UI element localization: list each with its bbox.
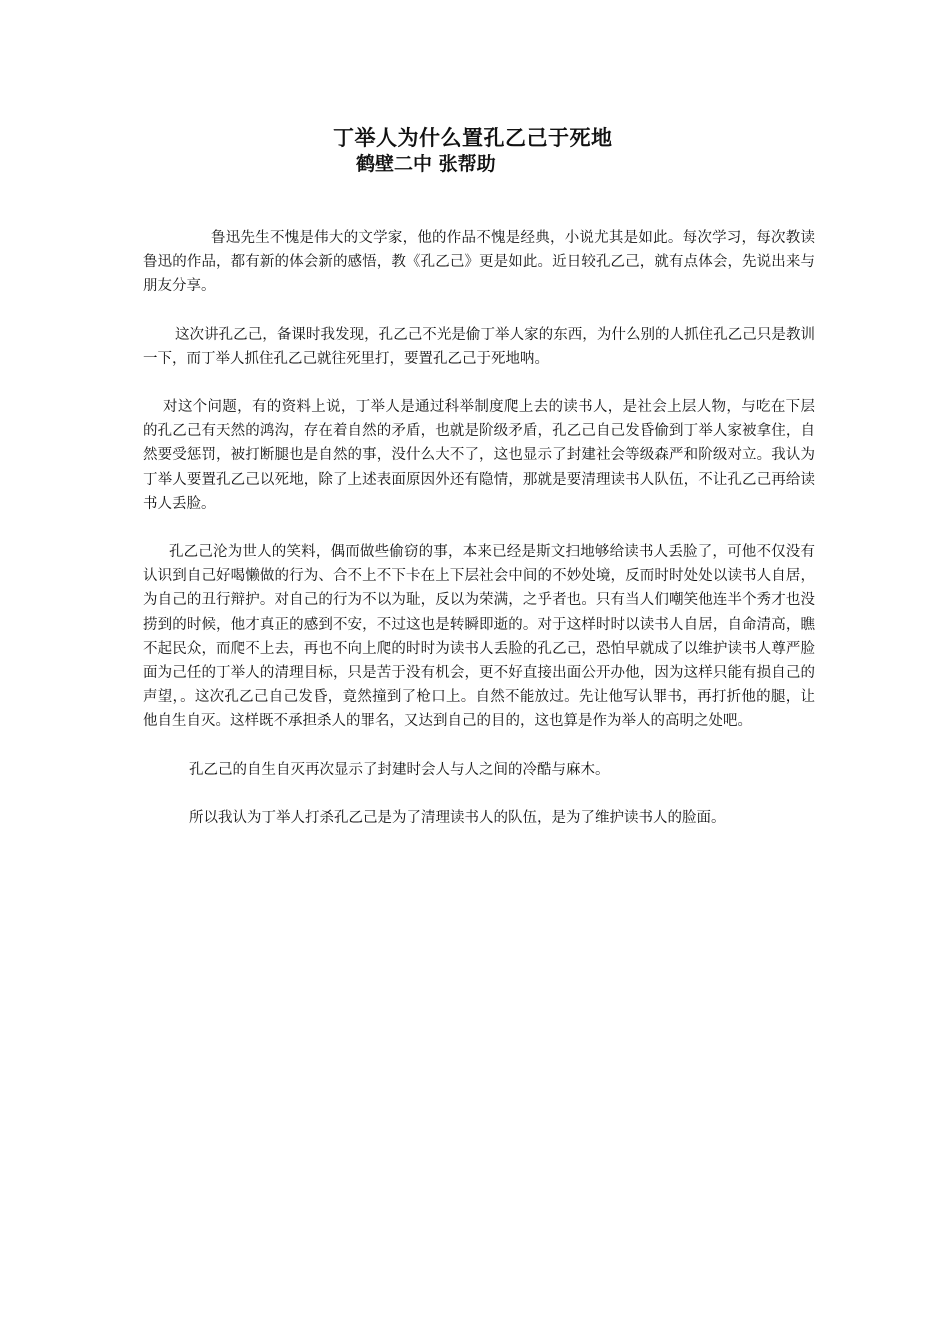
author-line: 鹤壁二中 张帮助 [356,153,496,175]
paragraph-3: 对这个问题，有的资料上说，丁举人是通过科举制度爬上去的读书人，是社会上层人物，与吃在下层的孔乙己有天然的鸿沟，存在着自然的矛盾，也就是阶级矛盾，孔乙己自己发昏偷到丁举人家被拿住，自然要受惩罚，被打断腿也是自然的事，没什么大不了，这也显示了封建社会等级森严和阶级对立。我认为丁举人要置孔乙己以死地，除了上述表面原因外还有隐情，那就是要清理读书人队伍，不让孔乙己再给读书人丢脸。 [143,399,815,512]
paragraph-2: 这次讲孔乙己，备课时我发现，孔乙己不光是偷丁举人家的东西，为什么别的人抓住孔乙己只是教训一下，而丁举人抓住孔乙己就往死里打，要置孔乙己于死地呐。 [143,326,815,367]
paragraph-4: 孔乙己沦为世人的笑料，偶而做些偷窃的事，本来已经是斯文扫地够给读书人丢脸了，可他不仅没有认识到自己好喝懒做的行为、合不上不下卡在上下层社会中间的不妙处境，反而时时处处以读书人自居，为自己的丑行辩护。对自己的行为不以为耻，反以为荣满，之乎者也。只有当人们嘲笑他连半个秀才也没捞到的时候，他才真正的感到不安，不过这也是转瞬即逝的。对于这样时时以读书人自居，自命清高，瞧不起民众，而爬不上去，再也不向上爬的时时为读书人丢脸的孔乙己，恐怕早就成了以维护读书人尊严脸面为己任的丁举人的清理目标，只是苦于没有机会，更不好直接出面公开办他，因为这样只能有损自己的声望，。这次孔乙己自己发昏，竟然撞到了枪口上。自然不能放过。先让他写认罪书，再打折他的腿，让他自生自灭。这样既不承担杀人的罪名，又达到自己的目的，这也算是作为举人的高明之处吧。 [143,544,815,730]
paragraph-6: 所以我认为丁举人打杀孔乙己是为了清理读书人的队伍，是为了维护读书人的脸面。 [189,809,726,826]
paragraph-1: 鲁迅先生不愧是伟大的文学家，他的作品不愧是经典，小说尤其是如此。每次学习，每次教读鲁迅的作品，都有新的体会新的感悟，教《孔乙己》更是如此。近日较孔乙己，就有点体会，先说出来与朋友分享。 [143,230,815,295]
document-title: 丁举人为什么置孔乙己于死地 [333,126,613,150]
title-block [0,124,950,177]
document-body [143,226,815,830]
paragraph-5: 孔乙己的自生自灭再次显示了封建时会人与人之间的冷酷与麻木。 [189,761,610,778]
